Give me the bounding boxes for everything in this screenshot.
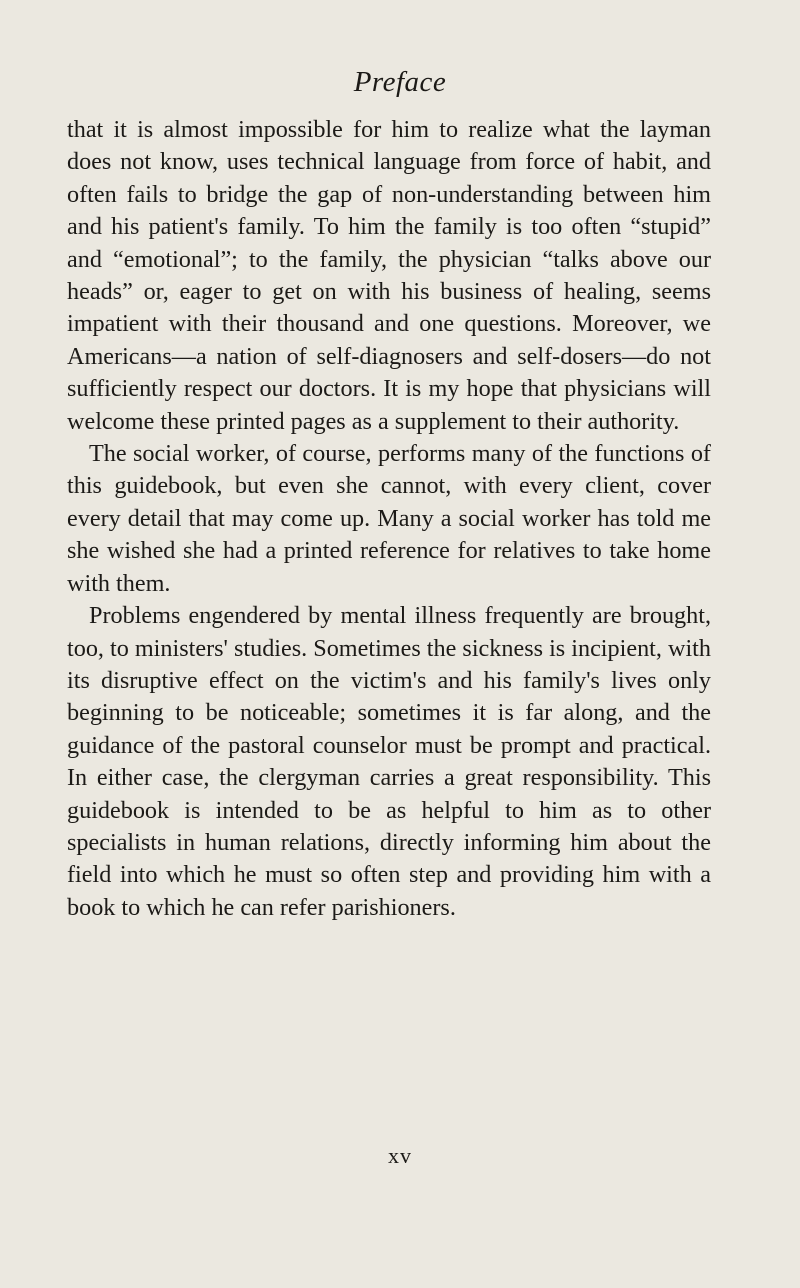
- paragraph-ministers: Problems engendered by mental illness frequently are brought, too, to ministers' studies. Sometimes the sickness is incipient, with its disruptive effect on the victim's and his family's lives only beginning to be noticeable; sometimes it is far along, and the guidance of the pastoral counselor must be prompt and practical. In either case, the clergyman carries a great responsibility. This guidebook is intended to be as helpful to him as to other specialists in human relations, directly informing him about the field into which he must so often step and providing him with a book to which he can refer parishioners.: [67, 602, 711, 921]
- running-head: Preface: [353, 66, 447, 98]
- body-text: [67, 114, 711, 924]
- paragraph-social-worker: The social worker, of course, performs many of the functions of this guidebook, but even she cannot, with every client, cover every detail that may come up. Many a social worker has told me she wished she had a printed reference for relatives to take home with them.: [67, 440, 711, 597]
- paragraph-continuation: that it is almost impossible for him to realize what the layman does not know, uses technical language from force of habit, and often fails to bridge the gap of non-understanding between him and his patient's family. To him the family is too often “stupid” and “emotional”; to the family, the physician “talks above our heads” or, eager to get on with his business of healing, seems impatient with their thousand and one questions. Moreover, we Americans—a nation of self-diagnosers and self-dosers—do not sufficiently respect our doctors. It is my hope that physicians will welcome these printed pages as a supplement to their authority.: [67, 116, 711, 435]
- page-number: xv: [388, 1143, 412, 1168]
